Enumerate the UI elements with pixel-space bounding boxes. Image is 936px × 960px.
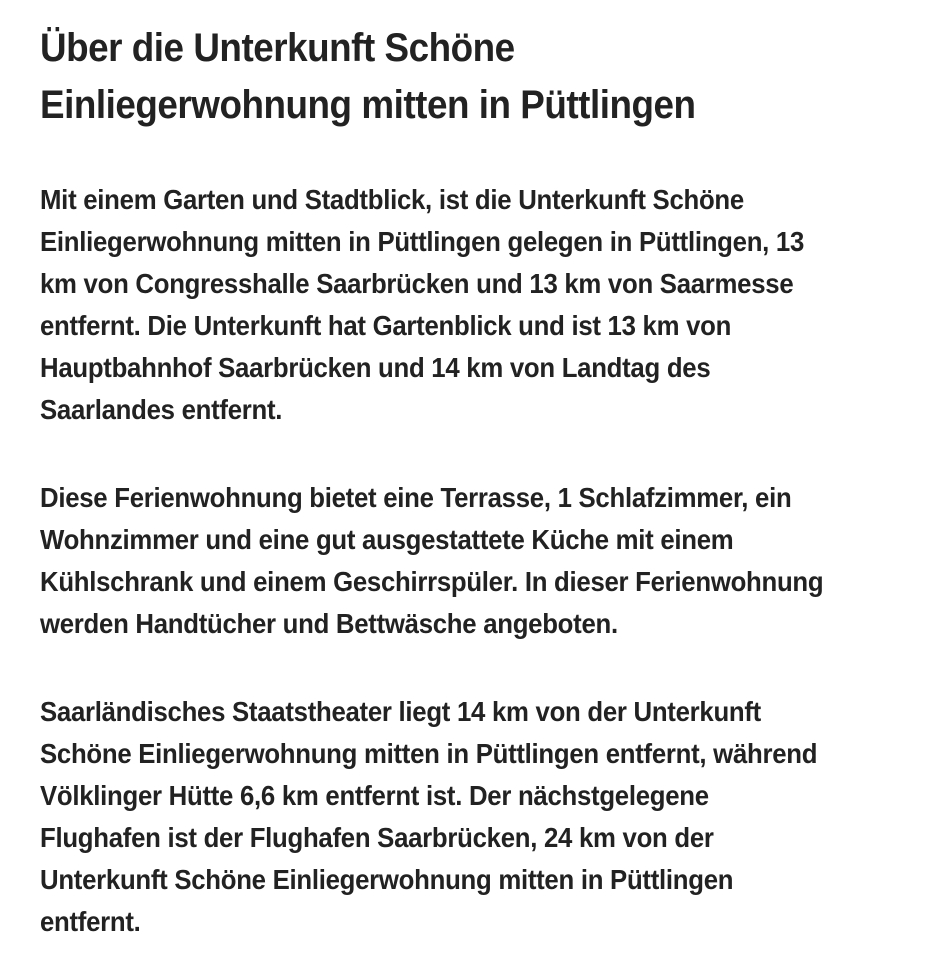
paragraph-2-line-1: Diese Ferienwohnung bietet eine Terrasse, 1 Schlafzimmer, ein (40, 482, 792, 513)
paragraph-nearby-attractions (40, 691, 896, 943)
paragraph-2-line-4: werden Handtücher und Bettwäsche angeboten. (40, 608, 618, 639)
page-title-line-2: Einliegerwohnung mitten in Püttlingen (40, 83, 696, 127)
paragraph-1-line-2: Einliegerwohnung mitten in Püttlingen gelegen in Püttlingen, 13 (40, 226, 805, 257)
paragraph-3-line-5: Unterkunft Schöne Einliegerwohnung mitten in Püttlingen (40, 864, 734, 895)
paragraph-3-line-6: entfernt. (40, 906, 141, 937)
paragraph-1-line-3: km von Congresshalle Saarbrücken und 13 km von Saarmesse (40, 268, 794, 299)
page-title-line-1: Über die Unterkunft Schöne (40, 26, 515, 70)
page-title (40, 20, 896, 134)
paragraph-2-line-3: Kühlschrank und einem Geschirrspüler. In dieser Ferienwohnung (40, 566, 824, 597)
paragraph-2-line-2: Wohnzimmer und eine gut ausgestattete Küche mit einem (40, 524, 734, 555)
paragraph-1-line-6: Saarlandes entfernt. (40, 394, 283, 425)
paragraph-1-line-1: Mit einem Garten und Stadtblick, ist die Unterkunft Schöne (40, 184, 744, 215)
paragraph-3-line-2: Schöne Einliegerwohnung mitten in Püttlingen entfernt, während (40, 738, 818, 769)
paragraph-3-line-1: Saarländisches Staatstheater liegt 14 km von der Unterkunft (40, 696, 761, 727)
paragraph-location-distances (40, 179, 896, 431)
paragraph-3-line-4: Flughafen ist der Flughafen Saarbrücken, 24 km von der (40, 822, 714, 853)
paragraph-1-line-5: Hauptbahnhof Saarbrücken und 14 km von Landtag des (40, 352, 711, 383)
paragraph-3-line-3: Völklinger Hütte 6,6 km entfernt ist. Der nächstgelegene (40, 780, 709, 811)
paragraph-1-line-4: entfernt. Die Unterkunft hat Gartenblick und ist 13 km von (40, 310, 732, 341)
paragraph-amenities (40, 477, 896, 645)
